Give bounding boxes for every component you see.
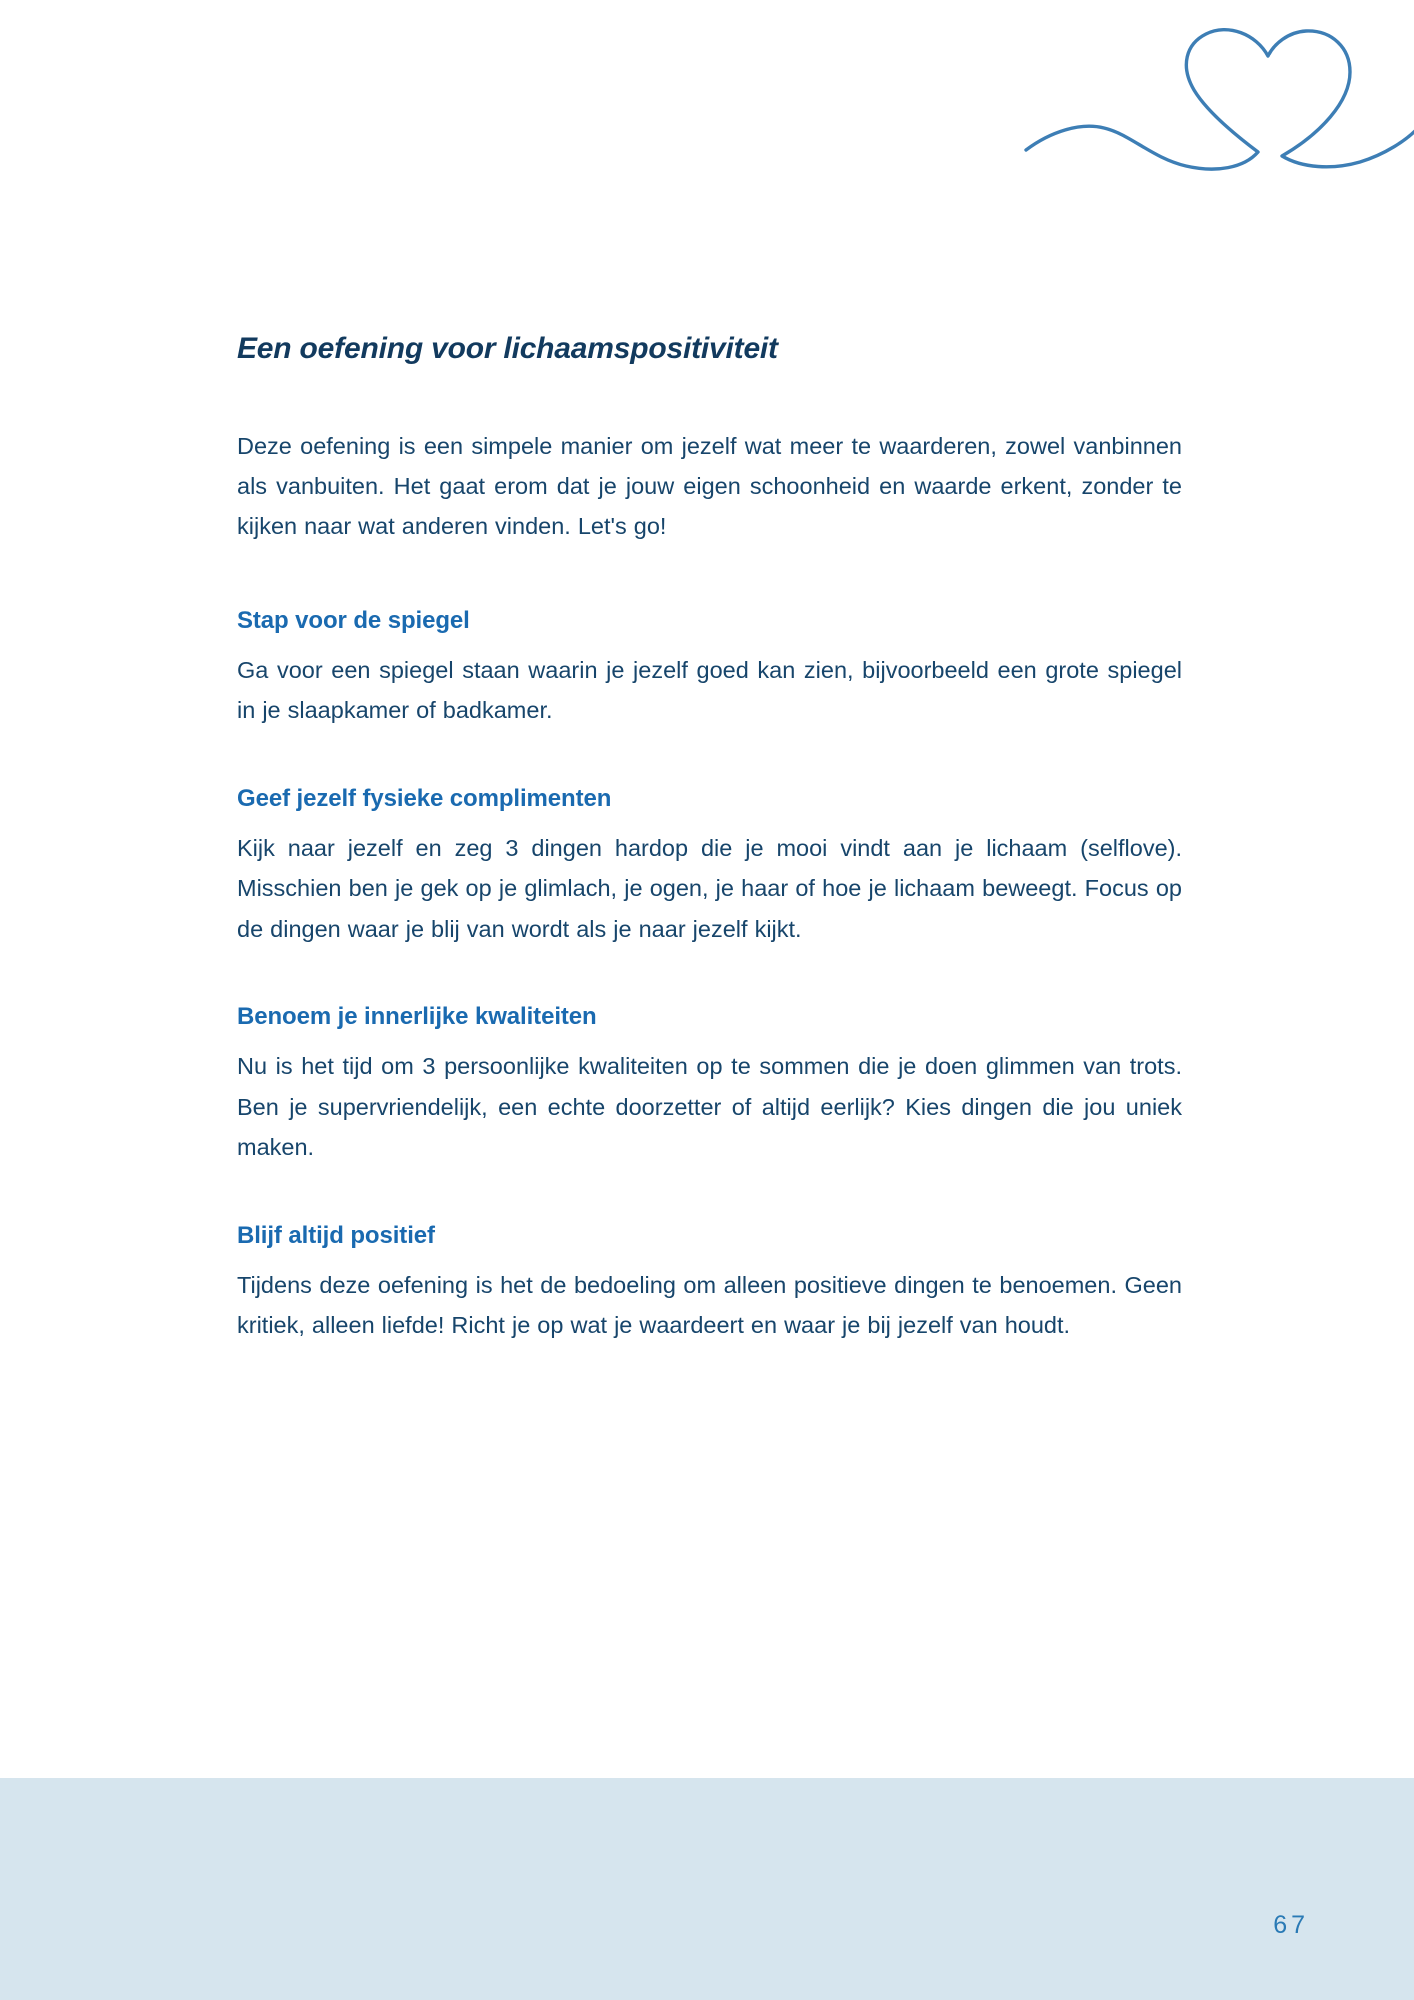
page-title: Een oefening voor lichaamspositiviteit xyxy=(237,332,778,365)
article-content xyxy=(237,330,1182,1346)
section-heading: Stap voor de spiegel xyxy=(237,606,470,634)
section-body: Nu is het tijd om 3 persoonlijke kwaliteiten op te sommen die je doen glimmen van trots. Ben je supervriendelijk, een echte doorzetter of altijd eerlijk? Kies dingen die jou uniek maken. xyxy=(237,1053,1182,1161)
section-body: Kijk naar jezelf en zeg 3 dingen hardop die je mooi vindt aan je lichaam (selflove). Misschien ben je gek op je glimlach, je ogen, je haar of hoe je lichaam beweegt. Focus op de dingen waar je blij van wordt als je naar jezelf kijkt. xyxy=(237,834,1182,942)
section-geef-jezelf-fysieke-complimenten xyxy=(237,783,1182,949)
section-body: Ga voor een spiegel staan waarin je jezelf goed kan zien, bijvoorbeeld een grote spiegel in je slaapkamer of badkamer. xyxy=(237,656,1182,724)
section-heading: Benoem je innerlijke kwaliteiten xyxy=(237,1003,597,1031)
footer-band xyxy=(0,1778,1414,2000)
section-heading: Geef jezelf fysieke complimenten xyxy=(237,784,612,812)
section-heading: Blijf altijd positief xyxy=(237,1221,435,1249)
intro-paragraph: Deze oefening is een simpele manier om jezelf wat meer te waarderen, zowel vanbinnen als vanbuiten. Het gaat erom dat je jouw eigen schoonheid en waarde erkent, zonder te kijken naar wat anderen vinden. Let's go! xyxy=(237,432,1182,540)
section-blijf-altijd-positief xyxy=(237,1220,1182,1346)
section-benoem-je-innerlijke-kwaliteiten xyxy=(237,1001,1182,1167)
page-number: 67 xyxy=(1273,1911,1309,1939)
section-stap-voor-de-spiegel xyxy=(237,605,1182,731)
heart-line-art-icon xyxy=(1020,18,1414,188)
section-body: Tijdens deze oefening is het de bedoeling om alleen positieve dingen te benoemen. Geen kritiek, alleen liefde! Richt je op wat je waardeert en waar je bij jezelf van houdt. xyxy=(237,1271,1182,1339)
